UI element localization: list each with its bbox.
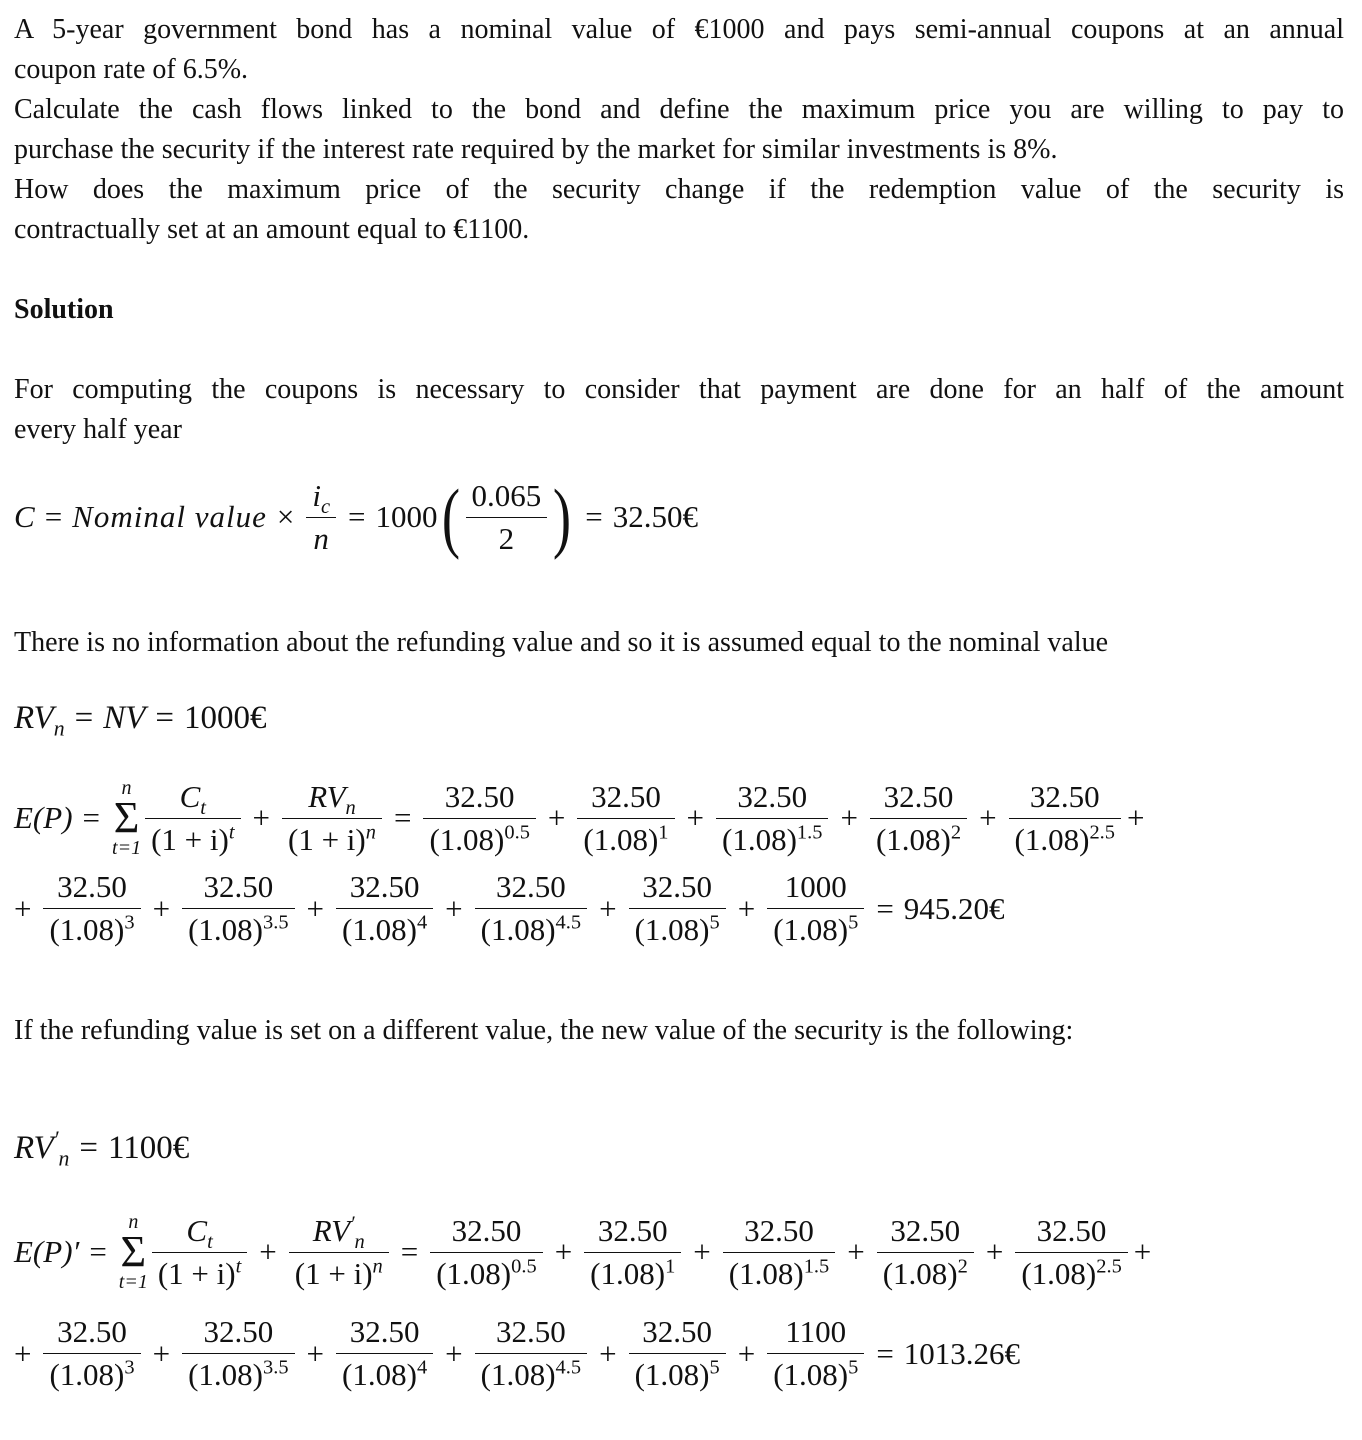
plus-sign: + (547, 800, 566, 835)
discount-exponent: 5 (709, 911, 720, 934)
coupon-explanation (14, 370, 1344, 450)
discount-base: (1.08) (634, 912, 710, 947)
discount-factor (1015, 1253, 1127, 1291)
rv-symbol: RV (14, 700, 54, 736)
discount-base: (1.08) (728, 1255, 804, 1291)
exponent-n: n (365, 821, 376, 844)
refund-explanation: There is no information about the refunding value and so it is assumed equal to the nominal value (14, 627, 1109, 658)
problem-statement (14, 10, 1344, 250)
prime-mark: ′ (53, 1127, 59, 1151)
plus-sign: + (686, 800, 704, 835)
plus-sign: + (599, 1335, 617, 1371)
cash-flow-amount: 32.50 (1015, 1214, 1127, 1253)
discount-base: (1 + i) (151, 821, 229, 857)
discount-base: (1 + i) (157, 1255, 236, 1291)
plus-sign: + (599, 890, 617, 926)
discount-exponent: 0.5 (511, 1255, 537, 1278)
discount-base: (1.08) (722, 821, 797, 857)
problem-line: A 5-year government bond has a nominal value of €1000 and pays semi-annual coupons at an annual (14, 14, 1344, 45)
discounted-cash-flow-term (430, 1214, 542, 1291)
coupon-result: 32.50€ (612, 499, 698, 534)
discount-base: (1.08) (429, 821, 505, 857)
discount-base: (1.08) (773, 912, 849, 947)
sum-upper-limit: n (121, 777, 132, 799)
ct-subscript: t (200, 796, 206, 819)
discount-base: (1.08) (436, 1255, 512, 1291)
discount-exponent: 2.5 (1096, 1255, 1122, 1278)
discount-factor (716, 819, 828, 857)
divisor: 2 (498, 520, 515, 556)
discount-exponent: 3.5 (263, 911, 289, 934)
price-result: 945.20€ (903, 890, 1005, 926)
discount-base: (1.08) (882, 1255, 958, 1291)
discount-base: (1 + i) (294, 1255, 373, 1291)
rate-value: 0.065 (466, 479, 548, 518)
discount-factor (629, 909, 726, 947)
cash-flow-amount: 32.50 (584, 1214, 681, 1253)
plus-sign: + (554, 1234, 573, 1269)
cash-flow-amount: 32.50 (336, 870, 433, 909)
ct-symbol: C (186, 1212, 208, 1248)
discounted-cash-flow-term (182, 870, 294, 947)
prime-mark: ′ (350, 1212, 355, 1235)
discount-factor (336, 909, 433, 947)
discount-base: (1.08) (875, 821, 951, 857)
rv-subscript: n (354, 1230, 365, 1253)
discount-exponent: 4.5 (555, 911, 582, 934)
discount-exponent: 1 (658, 821, 669, 844)
cash-flow-amount: 32.50 (877, 1214, 974, 1253)
discounted-cash-flow-term (475, 870, 587, 947)
nv-symbol: NV (103, 700, 146, 736)
cash-flow-amount: 32.50 (336, 1315, 433, 1354)
discount-base: (1.08) (480, 1357, 556, 1392)
plus-sign: + (445, 1335, 463, 1371)
cash-flow-amount: 32.50 (1009, 780, 1121, 819)
cash-flow-amount: 32.50 (182, 1315, 294, 1354)
discounted-cash-flow-term (43, 1315, 140, 1392)
discounted-cash-flow-term (1009, 780, 1121, 857)
equals-sign: = (155, 700, 175, 736)
cash-flow-amount: 32.50 (475, 1315, 587, 1354)
discount-base: (1.08) (49, 912, 125, 947)
coupon-fraction (145, 780, 240, 857)
sum-upper-limit: n (128, 1211, 139, 1233)
cash-flow-amount: 32.50 (43, 870, 140, 909)
discounted-cash-flow-term (475, 1315, 587, 1392)
sum-lower-limit: t=1 (112, 837, 142, 859)
discount-factor (336, 1354, 433, 1392)
rv2-formula (14, 1127, 1348, 1171)
price-equation-row2: + $\frac{32.50}{(1.08)^3}$ + $\frac{32.50}{(1.08)^{3.5}}$ + $\frac{32.50}{(1.08)^4}$ + $\frac{32.50}{(1.08)^{4.5}}$ + $\frac{32.50}{(1.08)^5}$ + $\frac{1000}{(1.08)^5}$ = 945.20€ (14, 869, 1005, 947)
right-paren: ) (553, 473, 572, 560)
discount-factor (723, 1253, 835, 1291)
rv-symbol: RV (14, 1130, 54, 1166)
nominal-value-label: Nominal value (72, 499, 267, 534)
equals-sign: = (74, 700, 94, 736)
exponent-t: t (235, 1255, 242, 1278)
discounted-cash-flow-term (584, 1214, 681, 1291)
discounted-cash-flow-term (767, 1315, 864, 1392)
left-paren: ( (441, 473, 460, 560)
rv-value: 1000€ (184, 700, 267, 736)
price2-equation-row2: + $\frac{32.50}{(1.08)^3}$ + $\frac{32.50}{(1.08)^{3.5}}$ + $\frac{32.50}{(1.08)^4}$ + $\frac{32.50}{(1.08)^{4.5}}$ + $\frac{32.50}{(1.08)^5}$ + $\frac{1100}{(1.08)^5}$ = 1013.26€ (14, 1314, 1021, 1392)
problem-line: purchase the security if the interest rate required by the market for similar investments is 8%. (14, 134, 1058, 165)
ic-over-n-fraction (306, 479, 336, 556)
coupon-text-line: every half year (14, 414, 182, 445)
discount-exponent: 1.5 (803, 1255, 830, 1278)
nominal-amount: 1000 (375, 499, 438, 534)
ic-subscript: c (320, 495, 331, 518)
rv-fraction (289, 1214, 389, 1291)
rv2-value: 1100€ (108, 1130, 190, 1166)
discount-exponent: 0.5 (504, 821, 530, 844)
different-value-explanation: If the refunding value is set on a different value, the new value of the security is the following: (14, 1015, 1074, 1046)
plus-sign: + (306, 1335, 325, 1371)
discount-factor (423, 819, 535, 857)
problem-line: Calculate the cash flows linked to the bond and define the maximum price you are willing to pay to (14, 94, 1344, 125)
discount-base: (1.08) (590, 1255, 666, 1291)
plus-sign: + (737, 1335, 756, 1371)
discount-factor (475, 909, 587, 947)
discount-factor (43, 909, 140, 947)
equals-sign: = (44, 499, 63, 534)
discounted-cash-flow-term (629, 1315, 726, 1392)
discounted-cash-flow-term (336, 870, 433, 947)
solution-heading: Solution (14, 294, 114, 325)
cash-flow-amount: 32.50 (723, 1214, 835, 1253)
coupon-text-line: For computing the coupons is necessary to consider that payment are done for an half of the amount (14, 374, 1344, 405)
discounted-cash-flow-term (577, 780, 674, 857)
cash-flow-amount: 32.50 (43, 1315, 140, 1354)
discounted-cash-flow-term (43, 870, 140, 947)
discounted-cash-flow-term (423, 780, 535, 857)
coupon-symbol: C (14, 499, 35, 534)
cash-flow-amount: 32.50 (629, 870, 726, 909)
cash-flow-amount: 32.50 (475, 870, 587, 909)
times-sign: × (276, 499, 295, 534)
cash-flow-amount: 32.50 (716, 780, 828, 819)
discount-exponent: 5 (848, 911, 859, 934)
expected-price-symbol: E(P) (14, 800, 73, 835)
cash-flow-amount: 32.50 (182, 870, 294, 909)
discount-exponent: 1.5 (796, 821, 823, 844)
rv-subscript: n (53, 716, 65, 741)
cash-flow-amount: 32.50 (870, 780, 967, 819)
plus-sign: + (840, 800, 858, 835)
plus-sign: + (152, 890, 171, 926)
problem-line: coupon rate of 6.5%. (14, 54, 249, 85)
problem-line: contractually set at an amount equal to €1100. (14, 214, 530, 245)
plus-sign: + (985, 1234, 1004, 1269)
expected-price-symbol: E(P)′ (14, 1234, 80, 1269)
discount-exponent: 2.5 (1089, 821, 1115, 844)
discount-factor (1009, 819, 1121, 857)
summation (112, 778, 141, 858)
discount-exponent: 4 (416, 1356, 428, 1379)
plus-sign: + (847, 1234, 865, 1269)
sigma-icon: Σ (113, 793, 140, 842)
sum-lower-limit: t=1 (118, 1271, 148, 1293)
discounted-cash-flow-term (336, 1315, 433, 1392)
discount-base: (1.08) (49, 1357, 125, 1392)
discount-exponent: 4.5 (555, 1356, 582, 1379)
exponent-n: n (372, 1255, 383, 1278)
equals-sign: = (348, 499, 366, 534)
plus-sign: + (445, 890, 463, 926)
discount-factor (182, 1354, 294, 1392)
cash-flow-amount: 1100 (767, 1315, 864, 1354)
summation (119, 1212, 148, 1292)
price2-result: 1013.26€ (903, 1335, 1021, 1371)
discount-base: (1.08) (1014, 821, 1090, 857)
discounted-cash-flow-term (877, 1214, 974, 1291)
discount-exponent: 4 (416, 911, 428, 934)
price2-equation-row1: E(P)′ = n Σ t=1 $\frac{C_t}{(1 + i)^t}$ + $\frac{RV'_n}{(1 + i)^n}$ = $\frac{32.50}{(1.08)^{0.5}}$ + $\frac{32.50}{(1.08)^1}$ + $\frac{32.50}{(1.08)^{1.5}}$ + $\frac{32.50}{(1.08)^2}$ + $\frac{32.50}{(1.08)^{2.5}}$ + (14, 1211, 1152, 1293)
discount-factor (182, 909, 294, 947)
discount-base: (1.08) (773, 1357, 849, 1392)
plus-sign: + (306, 890, 325, 926)
discount-base: (1.08) (634, 1357, 710, 1392)
equals-sign: = (585, 499, 603, 534)
discounted-cash-flow-term (182, 1315, 294, 1392)
discount-exponent: 2 (950, 821, 962, 844)
discounted-cash-flow-term (629, 870, 726, 947)
rv-subscript: n (58, 1146, 70, 1171)
problem-line: How does the maximum price of the security change if the redemption value of the security is (14, 174, 1344, 205)
cash-flow-amount: 1000 (767, 870, 864, 909)
discount-factor (629, 1354, 726, 1392)
discount-base: (1.08) (188, 912, 263, 947)
rate-fraction (466, 479, 548, 556)
discount-exponent: 2 (957, 1255, 968, 1278)
equals-sign: = (79, 1130, 99, 1166)
discount-exponent: 5 (848, 1356, 859, 1379)
discounted-cash-flow-term (870, 780, 967, 857)
rv-subscript: n (345, 796, 356, 819)
exponent-t: t (228, 821, 235, 844)
discount-base: (1.08) (1021, 1255, 1097, 1291)
discount-factor (767, 909, 864, 947)
discount-base: (1.08) (342, 912, 417, 947)
discount-factor (430, 1253, 542, 1291)
ct-symbol: C (179, 778, 201, 814)
discount-factor (767, 1354, 864, 1392)
discount-exponent: 3.5 (263, 1356, 289, 1379)
cash-flow-amount: 32.50 (629, 1315, 726, 1354)
rv-formula (14, 700, 1348, 741)
rv-fraction (282, 780, 382, 857)
discount-base: (1.08) (583, 821, 659, 857)
discounted-cash-flow-term (1015, 1214, 1127, 1291)
rv-symbol: RV (312, 1212, 351, 1248)
discounted-cash-flow-term (716, 780, 828, 857)
coupon-formula (14, 473, 1348, 560)
price-equation-row1: E(P) = n Σ t=1 $\frac{C_t}{(1 + i)^t}$ + $\frac{RV_n}{(1 + i)^n}$ = $\frac{32.50}{(1.08)^{0.5}}$ + $\frac{32.50}{(1.08)^1}$ + $\frac{32.50}{(1.08)^{1.5}}$ + $\frac{32.50}{(1.08)^2}$ + $\frac{32.50}{(1.08)^{2.5}}$ + (14, 777, 1145, 859)
discount-factor (43, 1354, 140, 1392)
discount-factor (877, 1253, 974, 1291)
discount-exponent: 3 (124, 1356, 135, 1379)
cash-flow-amount: 32.50 (423, 780, 535, 819)
discount-factor (577, 819, 674, 857)
discount-base: (1 + i) (288, 821, 366, 857)
coupon-fraction (152, 1214, 247, 1291)
discount-factor (584, 1253, 681, 1291)
sigma-icon: Σ (120, 1227, 147, 1276)
discount-base: (1.08) (188, 1357, 263, 1392)
discount-exponent: 1 (665, 1255, 676, 1278)
ct-subscript: t (207, 1230, 213, 1253)
ic-symbol: i (312, 477, 321, 513)
discount-exponent: 5 (709, 1356, 720, 1379)
plus-sign: + (979, 800, 997, 835)
rv-symbol: RV (308, 778, 346, 814)
cash-flow-amount: 32.50 (577, 780, 674, 819)
cash-flow-amount: 32.50 (430, 1214, 542, 1253)
discounted-cash-flow-term (723, 1214, 835, 1291)
plus-sign: + (152, 1335, 171, 1371)
plus-sign: + (693, 1234, 711, 1269)
discount-base: (1.08) (342, 1357, 417, 1392)
n-symbol: n (313, 520, 329, 556)
plus-sign: + (737, 890, 756, 926)
discount-base: (1.08) (480, 912, 556, 947)
discount-exponent: 3 (124, 911, 135, 934)
discount-factor (475, 1354, 587, 1392)
discounted-cash-flow-term (767, 870, 864, 947)
discount-factor (870, 819, 967, 857)
